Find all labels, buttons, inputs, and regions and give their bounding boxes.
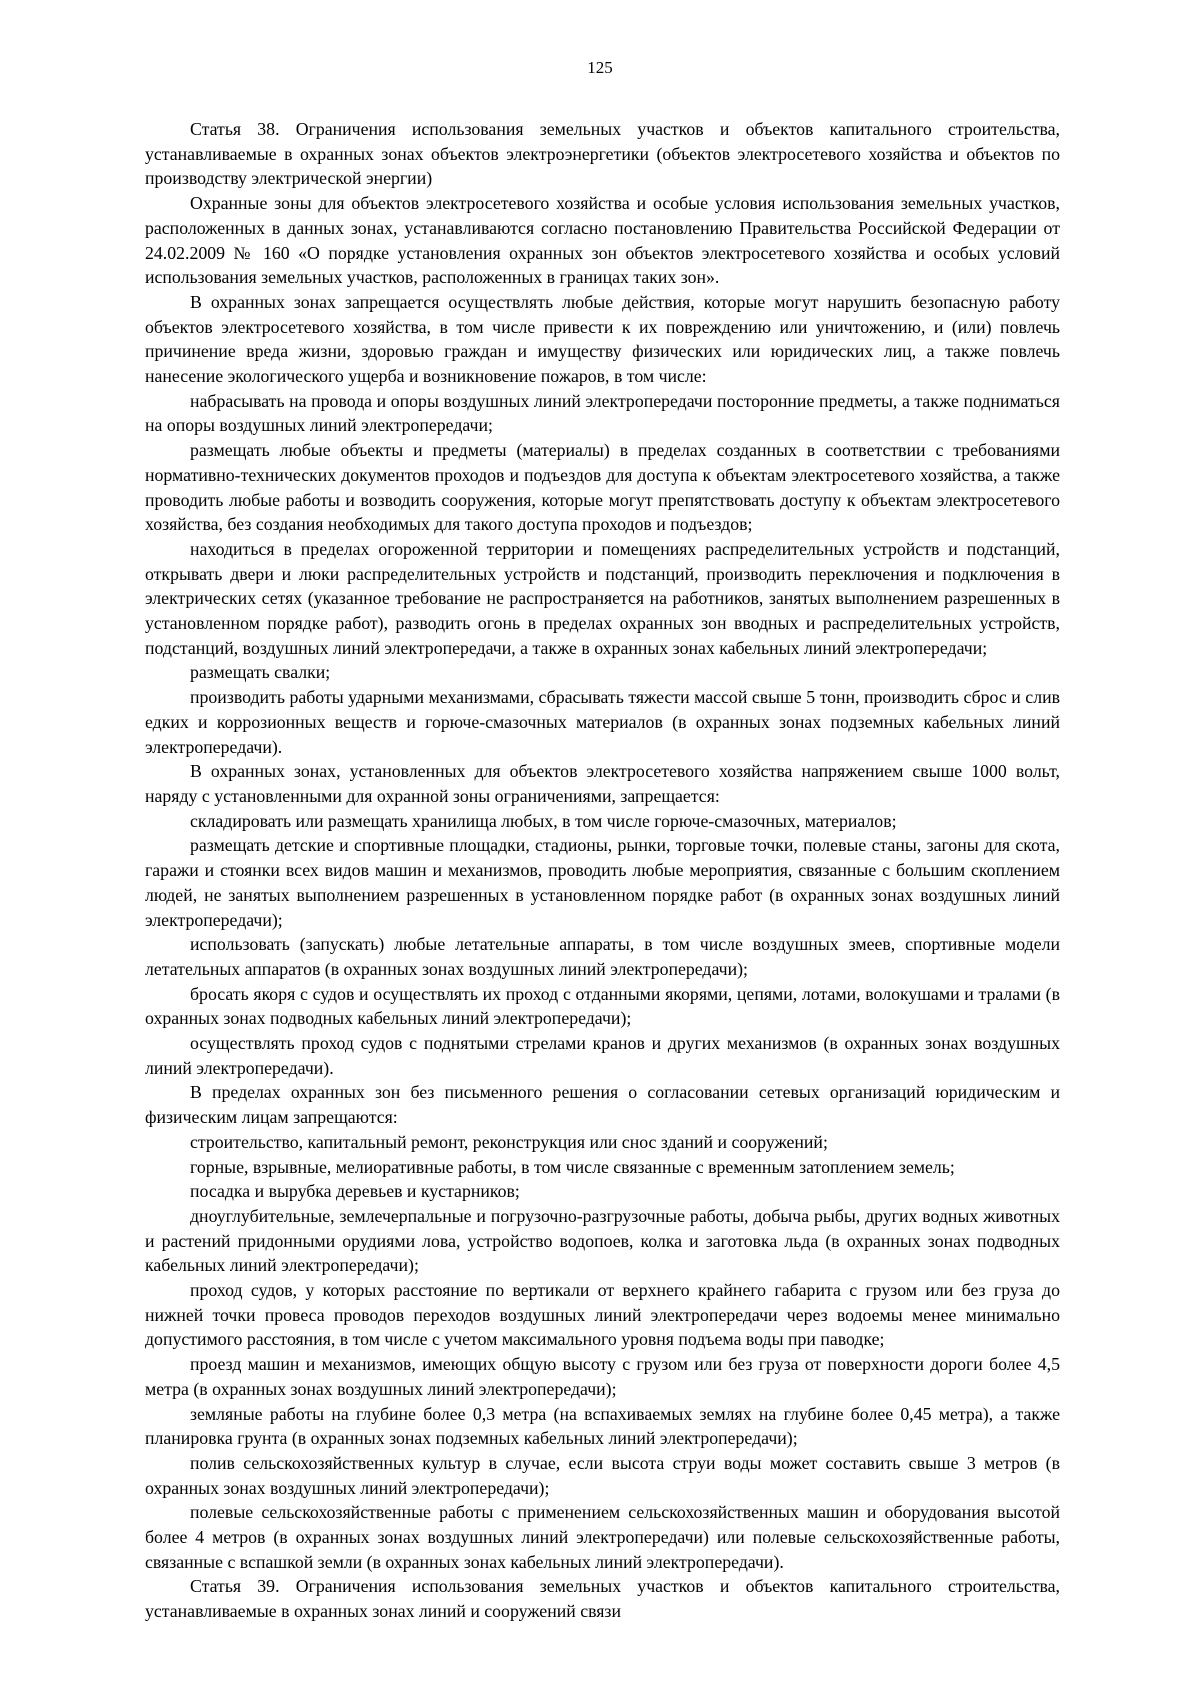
paragraph: дноуглубительные, землечерпальные и погрузочно-разгрузочные работы, добыча рыбы, других водных животных и растений придонными орудиями лова, устройство водопоев, колка и заготовка льда (в охранных зонах подводных кабельных линий электропередачи); xyxy=(145,1205,1060,1276)
paragraph: находиться в пределах огороженной территории и помещениях распределительных устройств и подстанций, открывать двери и люки распределительных устройств и подстанций, производить переключения и подключения в электрических сетях (указанное требование не распространяется на работников, занятых выполнением разрешенных в установленном порядке работ), разводить огонь в пределах охранных зон вводных и распределительных устройств, подстанций, воздушных линий электропередачи, а также в охранных зонах кабельных линий электропередачи; xyxy=(145,538,1060,658)
paragraph: использовать (запускать) любые летательные аппараты, в том числе воздушных змеев, спортивные модели летательных аппаратов (в охранных зонах воздушных линий электропередачи); xyxy=(145,934,1060,979)
paragraph: бросать якоря с судов и осуществлять их проход с отданными якорями, цепями, лотами, волокушами и тралами (в охранных зонах подводных кабельных линий электропередачи); xyxy=(145,983,1060,1029)
paragraph: В охранных зонах запрещается осуществлять любые действия, которые могут нарушить безопасную работу объектов электросетевого хозяйства, в том числе привести к их повреждению или уничтожению, и (или) повлечь причинение вреда жизни, здоровью граждан и имуществу физических или юридических лиц, а также повлечь нанесение экологического ущерба и возникновение пожаров, в том числе: xyxy=(145,291,1060,387)
paragraph: размещать свалки; xyxy=(190,662,331,683)
document-body xyxy=(145,117,1060,1624)
paragraph: Статья 39. Ограничения использования земельных участков и объектов капитального строительства, устанавливаемые в охранных зонах линий и сооружений связи xyxy=(145,1576,1060,1622)
paragraph: полив сельскохозяйственных культур в случае, если высота струи воды может составить свыше 3 метров (в охранных зонах воздушных линий электропередачи); xyxy=(145,1452,1060,1498)
paragraph: В охранных зонах, установленных для объектов электросетевого хозяйства напряжением свыше 1000 вольт, наряду с установленными для охранной зоны ограничениями, запрещается: xyxy=(145,761,1060,806)
paragraph: размещать детские и спортивные площадки, стадионы, рынки, торговые точки, полевые станы, загоны для скота, гаражи и стоянки всех видов машин и механизмов, проводить любые мероприятия, связанные с большим скоплением людей, не занятых выполнением разрешенных в установленном порядке работ (в охранных зонах воздушных линий электропередачи); xyxy=(145,835,1060,930)
paragraph: складировать или размещать хранилища любых, в том числе горюче-смазочных, материалов; xyxy=(190,810,897,831)
paragraph: Охранные зоны для объектов электросетевого хозяйства и особые условия использования земельных участков, расположенных в данных зонах, устанавливаются согласно постановлению Правительства Российской Федерации от 24.02.2009 № 160 «О порядке установления охранных зон объектов электросетевого хозяйства и особых условий использования земельных участков, расположенных в границах таких зон». xyxy=(145,193,1060,288)
paragraph: проход судов, у которых расстояние по вертикали от верхнего крайнего габарита с грузом или без груза до нижней точки провеса проводов переходов воздушных линий электропередачи через водоемы менее минимально допустимого расстояния, в том числе с учетом максимального уровня подъема воды при паводке; xyxy=(145,1280,1060,1350)
paragraph: набрасывать на провода и опоры воздушных линий электропередачи посторонние предметы, а также подниматься на опоры воздушных линий электропередачи; xyxy=(145,390,1060,436)
page-number: 125 xyxy=(587,58,613,77)
paragraph: проезд машин и механизмов, имеющих общую высоту с грузом или без груза от поверхности дороги более 4,5 метра (в охранных зонах воздушных линий электропередачи); xyxy=(145,1354,1060,1399)
paragraph: В пределах охранных зон без письменного решения о согласовании сетевых организаций юридическим и физическим лицам запрещаются: xyxy=(145,1082,1060,1128)
paragraph: строительство, капитальный ремонт, реконструкция или снос зданий и сооружений; xyxy=(190,1131,828,1152)
paragraph: осуществлять проход судов с поднятыми стрелами кранов и других механизмов (в охранных зонах воздушных линий электропередачи). xyxy=(145,1033,1060,1078)
paragraph: посадка и вырубка деревьев и кустарников; xyxy=(190,1181,520,1202)
paragraph: горные, взрывные, мелиоративные работы, в том числе связанные с временным затоплением земель; xyxy=(190,1156,955,1177)
paragraph: размещать любые объекты и предметы (материалы) в пределах созданных в соответствии с требованиями нормативно-технических документов проходов и подъездов для доступа к объектам электросетевого хозяйства, а также проводить любые работы и возводить сооружения, которые могут препятствовать доступу к объектам электросетевого хозяйства, без создания необходимых для такого доступа проходов и подъездов; xyxy=(145,440,1060,535)
paragraph: Статья 38. Ограничения использования земельных участков и объектов капитального строительства, устанавливаемые в охранных зонах объектов электроэнергетики (объектов электросетевого хозяйства и объектов по производству электрической энергии) xyxy=(145,119,1060,189)
paragraph: полевые сельскохозяйственные работы с применением сельскохозяйственных машин и оборудования высотой более 4 метров (в охранных зонах воздушных линий электропередачи) или полевые сельскохозяйственные работы, связанные с вспашкой земли (в охранных зонах кабельных линий электропередачи). xyxy=(145,1502,1060,1572)
paragraph: производить работы ударными механизмами, сбрасывать тяжести массой свыше 5 тонн, производить сброс и слив едких и коррозионных веществ и горюче-смазочных материалов (в охранных зонах подземных кабельных линий электропередачи). xyxy=(145,687,1060,757)
paragraph: земляные работы на глубине более 0,3 метра (на вспахиваемых землях на глубине более 0,45 метра), а также планировка грунта (в охранных зонах подземных кабельных линий электропередачи); xyxy=(145,1403,1060,1449)
